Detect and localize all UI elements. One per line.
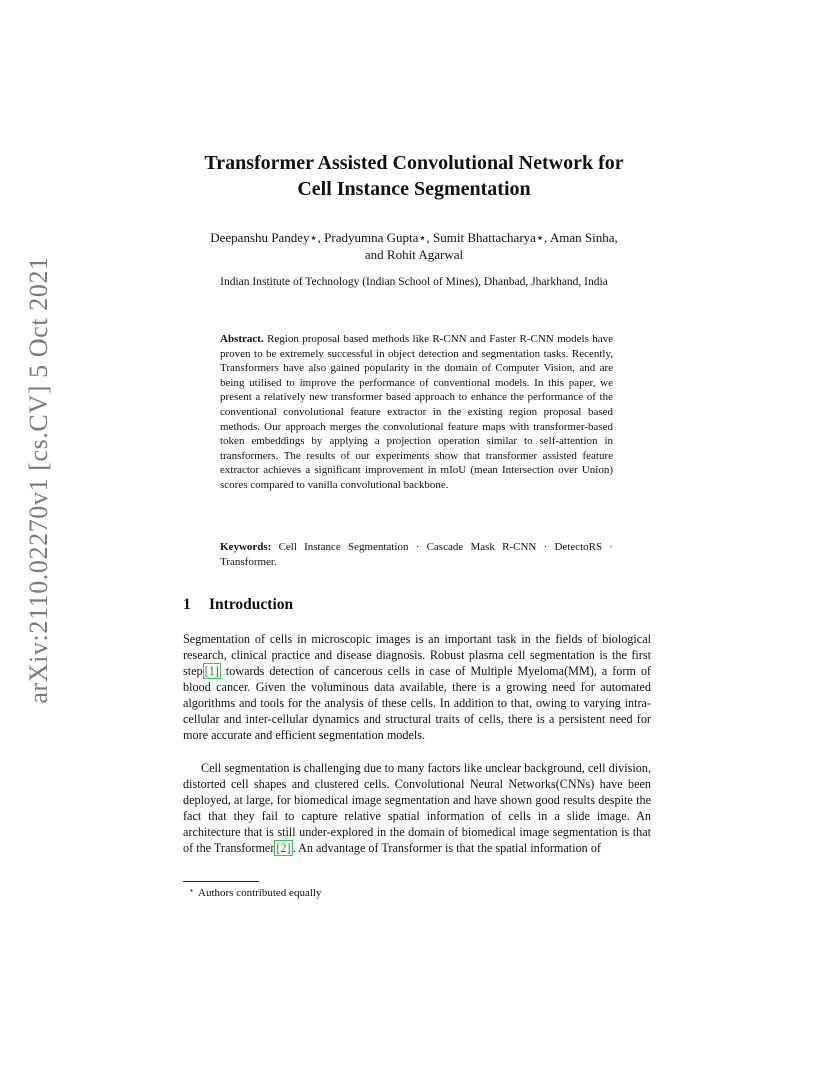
authors-line-2: and Rohit Agarwal (364, 247, 464, 262)
abstract (220, 332, 613, 493)
paragraph-2-text-a: Cell segmentation is challenging due to many factors like unclear background, cell division, distorted cell shapes and clustered cells. Convolutional Neural Networks(CNNs) have been deployed, at large, for biomedical image segmentation and have shown good results despite the fact that they fail to capture relative spatial information of cells in a slide image. An architecture that is still under-explored in the domain of biomedical image segmentation is that of the Transformer (183, 761, 651, 855)
affiliation: Indian Institute of Technology (Indian School of Mines), Dhanbad, Jharkhand, India (220, 276, 608, 288)
keywords-label: Keywords: (220, 541, 272, 553)
abstract-label: Abstract. (220, 333, 264, 345)
paragraph-2-text-b: . An advantage of Transformer is that the spatial information of (292, 841, 601, 855)
section-number: 1 (183, 596, 191, 613)
footnote-text: Authors contributed equally (198, 887, 322, 899)
authors-line-1: Deepanshu Pandey⋆, Pradyumna Gupta⋆, Sumit Bhattacharya⋆, Aman Sinha, (210, 230, 618, 245)
footnote (183, 886, 321, 899)
citation-link-2[interactable]: [2] (276, 841, 291, 855)
intro-paragraph-2 (183, 760, 651, 856)
title-line-1: Transformer Assisted Convolutional Network for (204, 152, 624, 174)
keywords (220, 540, 613, 569)
citation-link-1[interactable]: [1] (204, 664, 219, 678)
paragraph-1-text-b: towards detection of cancerous cells in case of Multiple Myeloma(MM), a form of blood cancer. Given the voluminous data available, there is a growing need for automated algorithms and tools for the analysis of these cells. In addition to that, owing to varying intra-cellular and inter-cellular dynamics and structural traits of cells, there is a persistent need for more accurate and efficient segmentation models. (183, 664, 651, 742)
arxiv-side-identifier: arXiv:2110.02270v1 [cs.CV] 5 Oct 2021 (24, 256, 53, 704)
paragraph-1-text-a: Segmentation of cells in microscopic images is an important task in the fields of biological research, clinical practice and disease diagnosis. Robust plasma cell segmentation is the first step (183, 632, 651, 678)
paper-title (150, 150, 678, 202)
footnote-divider (183, 881, 259, 882)
section-title: Introduction (209, 596, 294, 613)
footnote-mark: ⋆ (189, 886, 195, 895)
keywords-text: Cell Instance Segmentation · Cascade Mask R-CNN · DetectoRS · Transformer. (220, 541, 614, 568)
abstract-text: Region proposal based methods like R-CNN and Faster R-CNN models have proven to be extremely successful in object detection and segmentation tasks. Recently, Transformers have also gained popularity in the domain of Computer Vision, and are being utilised to improve the performance of conventional models. In this paper, we present a relatively new transformer based approach to enhance the performance of the conventional convolutional feature extractor in the existing region proposal based methods. Our approach merges the convolutional feature maps with transformer-based token embeddings by applying a projection operation similar to self-attention in transformers. The results of our experiments show that transformer assisted feature extractor achieves a significant improvement in mIoU (mean Intersection over Union) scores compared to vanilla convolutional backbone. (220, 333, 613, 491)
section-heading-introduction (183, 596, 293, 614)
author-list (160, 229, 668, 263)
intro-paragraph-1 (183, 631, 651, 743)
title-line-2: Cell Instance Segmentation (297, 178, 531, 200)
